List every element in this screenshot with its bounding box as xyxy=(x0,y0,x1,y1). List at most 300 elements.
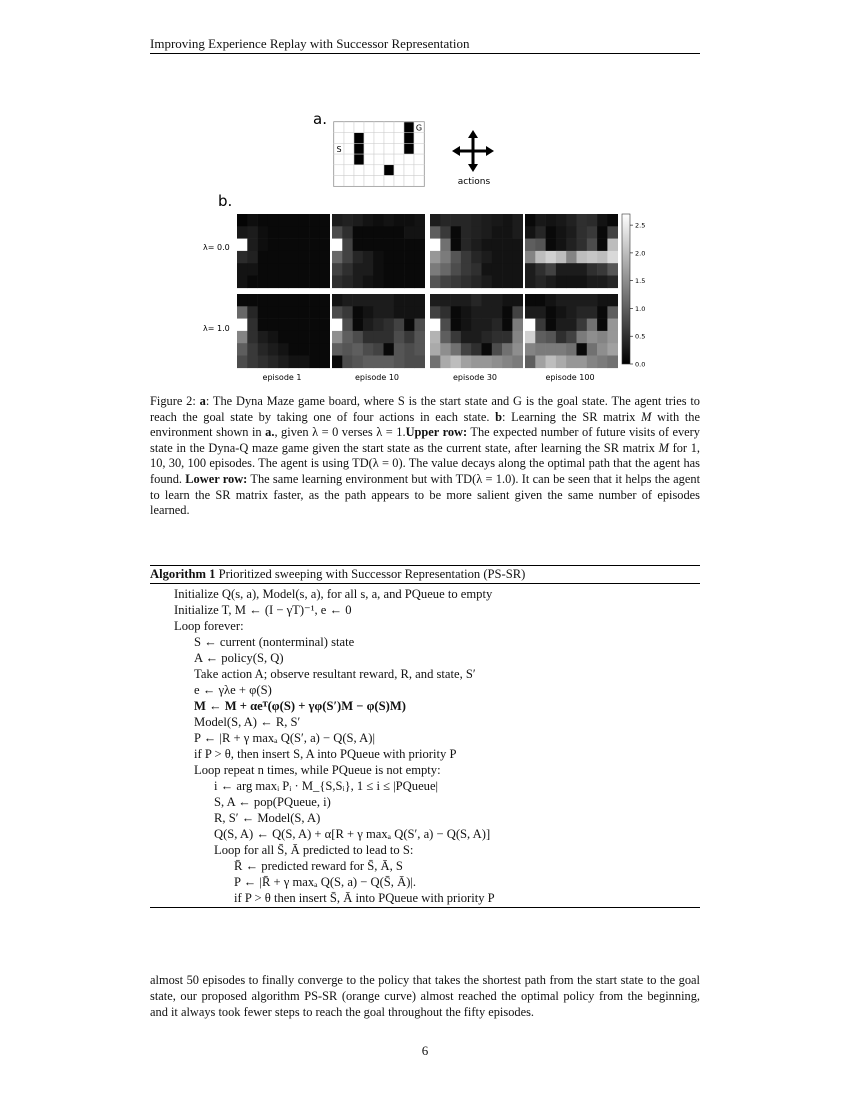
heatmap-cell xyxy=(482,214,493,227)
heatmap-cell xyxy=(258,214,269,227)
heatmap-cell xyxy=(353,343,364,356)
heatmap-cell xyxy=(471,263,482,276)
heatmap-cell xyxy=(278,251,289,264)
heatmap-cell xyxy=(373,226,384,239)
heatmap-cell xyxy=(247,251,258,264)
heatmap-cell xyxy=(373,356,384,369)
heatmap-cell xyxy=(482,343,493,356)
heatmap-cell xyxy=(258,251,269,264)
heatmap-cell xyxy=(546,239,557,252)
heatmap-cell xyxy=(430,356,441,369)
episode-label-30: episode 30 xyxy=(452,373,498,382)
heatmap-cell xyxy=(299,251,310,264)
algorithm-line-2: Initialize T, M ← (I − γT)⁻¹, e ← 0 xyxy=(174,603,352,617)
running-header: Improving Experience Replay with Successor Representation xyxy=(150,36,470,51)
maze-cell xyxy=(354,122,364,133)
heatmap-cell xyxy=(384,276,395,289)
heatmap-cell xyxy=(451,226,462,239)
heatmap-cell xyxy=(268,343,279,356)
heatmap-cell xyxy=(332,251,343,264)
heatmap-cell xyxy=(404,306,415,319)
heatmap-cell xyxy=(502,214,513,227)
heatmap-cell xyxy=(556,263,567,276)
heatmap-cell xyxy=(414,331,425,344)
heatmap-cell xyxy=(430,226,441,239)
heatmap-cell xyxy=(597,356,608,369)
heatmap-cell xyxy=(525,214,536,227)
algorithm-line-16: Q(S, A) ← Q(S, A) + α[R + γ maxₐ Q(S′, a) − Q(S, A)] xyxy=(214,827,491,841)
heatmap-cell xyxy=(363,294,374,307)
heatmap-cell xyxy=(404,239,415,252)
heatmap-cell xyxy=(414,226,425,239)
heatmap-cell xyxy=(525,276,536,289)
heatmap-cell xyxy=(597,331,608,344)
algorithm-number: Algorithm 1 xyxy=(150,567,216,581)
heatmap-cell xyxy=(414,263,425,276)
heatmap-cell xyxy=(258,239,269,252)
heatmap-cell xyxy=(587,331,598,344)
heatmap-cell xyxy=(535,226,546,239)
heatmap-cell xyxy=(353,319,364,332)
heatmap-cell xyxy=(607,306,618,319)
heatmap-cell xyxy=(525,356,536,369)
heatmap-cell xyxy=(607,343,618,356)
heatmap-cell xyxy=(289,226,300,239)
heatmap-cell xyxy=(237,251,248,264)
heatmap-cell xyxy=(363,343,374,356)
heatmap-cell xyxy=(512,251,523,264)
heatmap-cell xyxy=(546,226,557,239)
maze-cell xyxy=(344,143,354,154)
heatmap-cell xyxy=(502,343,513,356)
heatmap-cell xyxy=(482,226,493,239)
heatmap-cell xyxy=(278,263,289,276)
heatmap-cell xyxy=(319,319,330,332)
sr-heatmaps xyxy=(237,214,618,368)
heatmap-cell xyxy=(237,263,248,276)
heatmap-cell xyxy=(332,306,343,319)
heatmap-cell xyxy=(289,306,300,319)
heatmap-cell xyxy=(309,306,320,319)
heatmap-cell xyxy=(502,356,513,369)
heatmap-cell xyxy=(342,251,353,264)
heatmap-cell xyxy=(268,251,279,264)
heatmap-cell xyxy=(492,356,503,369)
maze-cell xyxy=(374,154,384,165)
heatmap-cell xyxy=(566,226,577,239)
heatmap-cell xyxy=(309,239,320,252)
heatmap-cell xyxy=(471,294,482,307)
heatmap-cell xyxy=(607,331,618,344)
heatmap-cell xyxy=(546,263,557,276)
caption-b-key: b xyxy=(495,409,503,424)
heatmap-cell xyxy=(289,294,300,307)
heatmap-cell xyxy=(414,319,425,332)
heatmap-cell xyxy=(597,276,608,289)
heatmap-cell xyxy=(373,319,384,332)
heatmap-cell xyxy=(332,343,343,356)
heatmap-cell xyxy=(237,276,248,289)
row-label-lambda-1: λ= 1.0 xyxy=(203,324,230,333)
heatmap-cell xyxy=(471,214,482,227)
heatmap-cell xyxy=(278,214,289,227)
maze-cell xyxy=(344,154,354,165)
heatmap-cell xyxy=(309,356,320,369)
heatmap-cell xyxy=(535,343,546,356)
heatmap-cell xyxy=(353,239,364,252)
heatmap-cell xyxy=(268,306,279,319)
heatmap-cell xyxy=(319,276,330,289)
heatmap-cell xyxy=(247,239,258,252)
heatmap-cell xyxy=(525,239,536,252)
heatmap-cell xyxy=(482,276,493,289)
heatmap-cell xyxy=(309,331,320,344)
episode-label-1: episode 1 xyxy=(262,373,302,382)
heatmap-cell xyxy=(566,306,577,319)
algorithm-line-8: M ← M + αeᵀ(φ(S) + γφ(S′)M − φ(S)M) xyxy=(194,699,406,713)
heatmap-cell xyxy=(258,331,269,344)
heatmap-cell xyxy=(546,319,557,332)
heatmap-cell xyxy=(566,239,577,252)
heatmap-cell xyxy=(384,239,395,252)
heatmap-cell xyxy=(289,251,300,264)
heatmap-cell xyxy=(471,319,482,332)
heatmap-cell xyxy=(502,239,513,252)
heatmap-cell xyxy=(247,343,258,356)
heatmap-cell xyxy=(373,263,384,276)
heatmap-cell xyxy=(451,294,462,307)
heatmap-cell xyxy=(607,251,618,264)
heatmap-cell xyxy=(566,343,577,356)
caption-m-symbol-2: M xyxy=(658,440,669,455)
heatmap-cell xyxy=(566,356,577,369)
maze-wall-cell xyxy=(384,165,394,176)
heatmap-cell xyxy=(384,319,395,332)
heatmap-cell xyxy=(587,356,598,369)
colorbar-tick-label: 2.5 xyxy=(635,221,646,230)
algorithm-top-rule xyxy=(150,565,700,566)
colorbar-tick-label: 2.0 xyxy=(635,249,646,258)
heatmap-cell xyxy=(404,251,415,264)
maze-cell xyxy=(414,165,424,176)
episode-label-10: episode 10 xyxy=(354,373,400,382)
heatmap-cell xyxy=(461,294,472,307)
heatmap-cell xyxy=(556,214,567,227)
heatmap-cell xyxy=(237,356,248,369)
heatmap-cell xyxy=(556,294,567,307)
maze-cell xyxy=(384,176,394,187)
heatmap-cell xyxy=(607,214,618,227)
heatmap-cell xyxy=(546,294,557,307)
heatmap-cell xyxy=(289,356,300,369)
heatmap-cell xyxy=(502,226,513,239)
heatmap-cell xyxy=(258,356,269,369)
heatmap-cell xyxy=(309,214,320,227)
heatmap-cell xyxy=(440,319,451,332)
algorithm-mid-rule xyxy=(150,583,700,584)
maze-cell xyxy=(344,122,354,133)
maze-cell xyxy=(334,176,344,187)
heatmap-cell xyxy=(482,306,493,319)
heatmap-cell xyxy=(394,263,405,276)
maze-cell xyxy=(374,122,384,133)
heatmap-cell xyxy=(268,276,279,289)
heatmap-cell xyxy=(430,343,441,356)
heatmap-cell xyxy=(492,343,503,356)
heatmap-cell xyxy=(363,356,374,369)
heatmap-cell xyxy=(278,306,289,319)
heatmap-cell xyxy=(332,239,343,252)
heatmap-cell xyxy=(237,294,248,307)
maze-cell xyxy=(354,165,364,176)
heatmap-cell xyxy=(451,263,462,276)
heatmap-cell xyxy=(342,319,353,332)
heatmap-cell xyxy=(512,214,523,227)
heatmap-cell xyxy=(461,319,472,332)
heatmap-cell xyxy=(309,276,320,289)
heatmap-cell xyxy=(525,226,536,239)
heatmap-cell xyxy=(289,331,300,344)
heatmap-cell xyxy=(430,263,441,276)
heatmap-cell xyxy=(430,251,441,264)
heatmap-panel xyxy=(237,214,330,288)
heatmap-cell xyxy=(394,319,405,332)
heatmap-cell xyxy=(363,331,374,344)
heatmap-cell xyxy=(535,331,546,344)
caption-m-symbol: M xyxy=(641,409,652,424)
maze-cell xyxy=(404,165,414,176)
heatmap-cell xyxy=(535,319,546,332)
heatmap-cell xyxy=(512,294,523,307)
heatmap-cell xyxy=(342,214,353,227)
algorithm-line-19: P ← |R̄ + γ maxₐ Q(S, a) − Q(S̄, Ā)|. xyxy=(234,875,417,889)
heatmap-cell xyxy=(319,263,330,276)
heatmap-cell xyxy=(502,276,513,289)
heatmap-cell xyxy=(607,294,618,307)
caption-lower-row-key: Lower row: xyxy=(185,471,248,486)
heatmap-cell xyxy=(502,294,513,307)
heatmap-cell xyxy=(430,214,441,227)
heatmap-cell xyxy=(482,263,493,276)
algorithm-line-6: Take action A; observe resultant reward, R, and state, S′ xyxy=(194,667,476,681)
heatmap-cell xyxy=(332,276,343,289)
heatmap-cell xyxy=(414,214,425,227)
maze-wall-cell xyxy=(404,133,414,144)
heatmap-cell xyxy=(471,239,482,252)
heatmap-cell xyxy=(535,251,546,264)
heatmap-cell xyxy=(556,239,567,252)
heatmap-cell xyxy=(587,294,598,307)
heatmap-cell xyxy=(278,226,289,239)
heatmap-cell xyxy=(268,331,279,344)
heatmap-cell xyxy=(394,214,405,227)
algorithm-line-3: Loop forever: xyxy=(174,619,244,633)
maze-cell xyxy=(414,143,424,154)
heatmap-cell xyxy=(268,239,279,252)
heatmap-cell xyxy=(414,276,425,289)
heatmap-cell xyxy=(299,276,310,289)
maze-wall-cell xyxy=(354,143,364,154)
heatmap-panel xyxy=(430,214,523,288)
heatmap-cell xyxy=(342,226,353,239)
maze-cell xyxy=(344,176,354,187)
heatmap-cell xyxy=(566,331,577,344)
heatmap-cell xyxy=(587,343,598,356)
heatmap-cell xyxy=(309,319,320,332)
maze-cell xyxy=(354,176,364,187)
heatmap-cell xyxy=(319,239,330,252)
heatmap-cell xyxy=(525,294,536,307)
heatmap-cell xyxy=(556,356,567,369)
heatmap-cell xyxy=(404,356,415,369)
heatmap-panel xyxy=(525,214,618,288)
row-label-lambda-0: λ= 0.0 xyxy=(203,243,230,252)
heatmap-cell xyxy=(607,226,618,239)
heatmap-panel xyxy=(332,214,425,288)
heatmap-cell xyxy=(414,343,425,356)
maze-cell xyxy=(364,176,374,187)
heatmap-cell xyxy=(373,294,384,307)
heatmap-cell xyxy=(440,343,451,356)
maze-cell xyxy=(414,154,424,165)
heatmap-cell xyxy=(440,356,451,369)
heatmap-cell xyxy=(384,294,395,307)
heatmap-cell xyxy=(342,239,353,252)
heatmap-cell xyxy=(332,214,343,227)
colorbar-tick-label: 1.5 xyxy=(635,277,646,286)
algorithm-line-12: Loop repeat n times, while PQueue is not empty: xyxy=(194,763,441,777)
heatmap-cell xyxy=(237,319,248,332)
heatmap-cell xyxy=(268,214,279,227)
heatmap-cell xyxy=(414,356,425,369)
heatmap-cell xyxy=(577,356,588,369)
heatmap-panel xyxy=(525,294,618,368)
heatmap-cell xyxy=(440,306,451,319)
heatmap-cell xyxy=(597,214,608,227)
algorithm-line-4: S ← current (nonterminal) state xyxy=(194,635,355,649)
maze-goal-label: G xyxy=(415,123,423,133)
colorbar-ticks xyxy=(630,222,645,369)
caption-upper-row-text-2: for 1, 10, 30, 100 episodes. The agent is using TD(λ = 0). The value decays along the optimal path that the agent has found. xyxy=(150,440,700,486)
heatmap-cell xyxy=(268,356,279,369)
heatmap-cell xyxy=(430,306,441,319)
algorithm-line-1: Initialize Q(s, a), Model(s, a), for all s, a, and PQueue to empty xyxy=(174,587,493,601)
heatmap-cell xyxy=(461,331,472,344)
algorithm-line-15: R, S′ ← Model(S, A) xyxy=(214,811,321,825)
heatmap-cell xyxy=(332,356,343,369)
heatmap-cell xyxy=(607,319,618,332)
heatmap-cell xyxy=(394,226,405,239)
heatmap-cell xyxy=(587,263,598,276)
maze-cell xyxy=(344,133,354,144)
heatmap-cell xyxy=(461,239,472,252)
panel-a-label: a. xyxy=(313,110,327,128)
heatmap-cell xyxy=(525,319,536,332)
maze-wall-cell xyxy=(404,122,414,133)
maze-cell xyxy=(414,176,424,187)
caption-upper-row-key: Upper row: xyxy=(405,425,468,440)
heatmap-cell xyxy=(471,276,482,289)
maze-cell xyxy=(374,143,384,154)
algorithm-line-17: Loop for all S̄, Ā predicted to lead to S: xyxy=(214,843,414,857)
heatmap-cell xyxy=(597,306,608,319)
figure-2 xyxy=(0,100,850,390)
heatmap-cell xyxy=(289,239,300,252)
heatmap-cell xyxy=(258,343,269,356)
heatmap-cell xyxy=(430,294,441,307)
heatmap-cell xyxy=(535,276,546,289)
caption-lower-row-text: The same learning environment but with TD(λ = 1.0). It can be seen that it helps the agent to learn the SR matrix faster, as the path appears to be more salient given the same number of episodes learned. xyxy=(150,471,701,518)
heatmap-cell xyxy=(309,251,320,264)
heatmap-cell xyxy=(556,331,567,344)
heatmap-cell xyxy=(353,356,364,369)
heatmap-cell xyxy=(258,276,269,289)
heatmap-panel xyxy=(332,294,425,368)
maze-cell xyxy=(414,133,424,144)
heatmap-cell xyxy=(577,239,588,252)
heatmap-cell xyxy=(278,331,289,344)
heatmap-cell xyxy=(577,343,588,356)
heatmap-cell xyxy=(353,306,364,319)
heatmap-cell xyxy=(597,343,608,356)
heatmap-cell xyxy=(471,331,482,344)
colorbar-tick-label: 0.0 xyxy=(635,360,646,369)
heatmap-cell xyxy=(299,239,310,252)
heatmap-cell xyxy=(461,251,472,264)
colorbar-tick-label: 0.5 xyxy=(635,332,646,341)
maze-cell xyxy=(394,133,404,144)
heatmap-cell xyxy=(577,276,588,289)
heatmap-cell xyxy=(492,239,503,252)
heatmap-cell xyxy=(363,214,374,227)
maze-cell xyxy=(384,143,394,154)
algorithm-line-13: i ← arg maxᵢ Pᵢ · M_{S,Sᵢ}, 1 ≤ i ≤ |PQueue| xyxy=(214,779,439,793)
heatmap-cell xyxy=(461,214,472,227)
heatmap-cell xyxy=(363,276,374,289)
heatmap-cell xyxy=(546,306,557,319)
heatmap-cell xyxy=(525,331,536,344)
heatmap-cell xyxy=(353,214,364,227)
heatmap-cell xyxy=(512,319,523,332)
heatmap-cell xyxy=(363,306,374,319)
heatmap-cell xyxy=(577,294,588,307)
heatmap-cell xyxy=(556,226,567,239)
heatmap-cell xyxy=(535,214,546,227)
maze-cell xyxy=(394,143,404,154)
heatmap-cell xyxy=(278,276,289,289)
heatmap-cell xyxy=(247,294,258,307)
heatmap-cell xyxy=(404,294,415,307)
maze-wall-cell xyxy=(354,133,364,144)
heatmap-cell xyxy=(461,263,472,276)
heatmap-cell xyxy=(353,226,364,239)
heatmap-cell xyxy=(440,251,451,264)
panel-b-label: b. xyxy=(218,192,233,210)
maze-cell xyxy=(384,122,394,133)
heatmap-cell xyxy=(440,331,451,344)
heatmap-cell xyxy=(414,294,425,307)
heatmap-cell xyxy=(556,251,567,264)
heatmap-cell xyxy=(404,343,415,356)
maze-cell xyxy=(334,133,344,144)
heatmap-cell xyxy=(556,343,567,356)
heatmap-cell xyxy=(319,306,330,319)
heatmap-cell xyxy=(461,343,472,356)
figure-caption xyxy=(150,394,700,519)
heatmap-cell xyxy=(502,306,513,319)
heatmap-cell xyxy=(430,331,441,344)
heatmap-cell xyxy=(512,306,523,319)
